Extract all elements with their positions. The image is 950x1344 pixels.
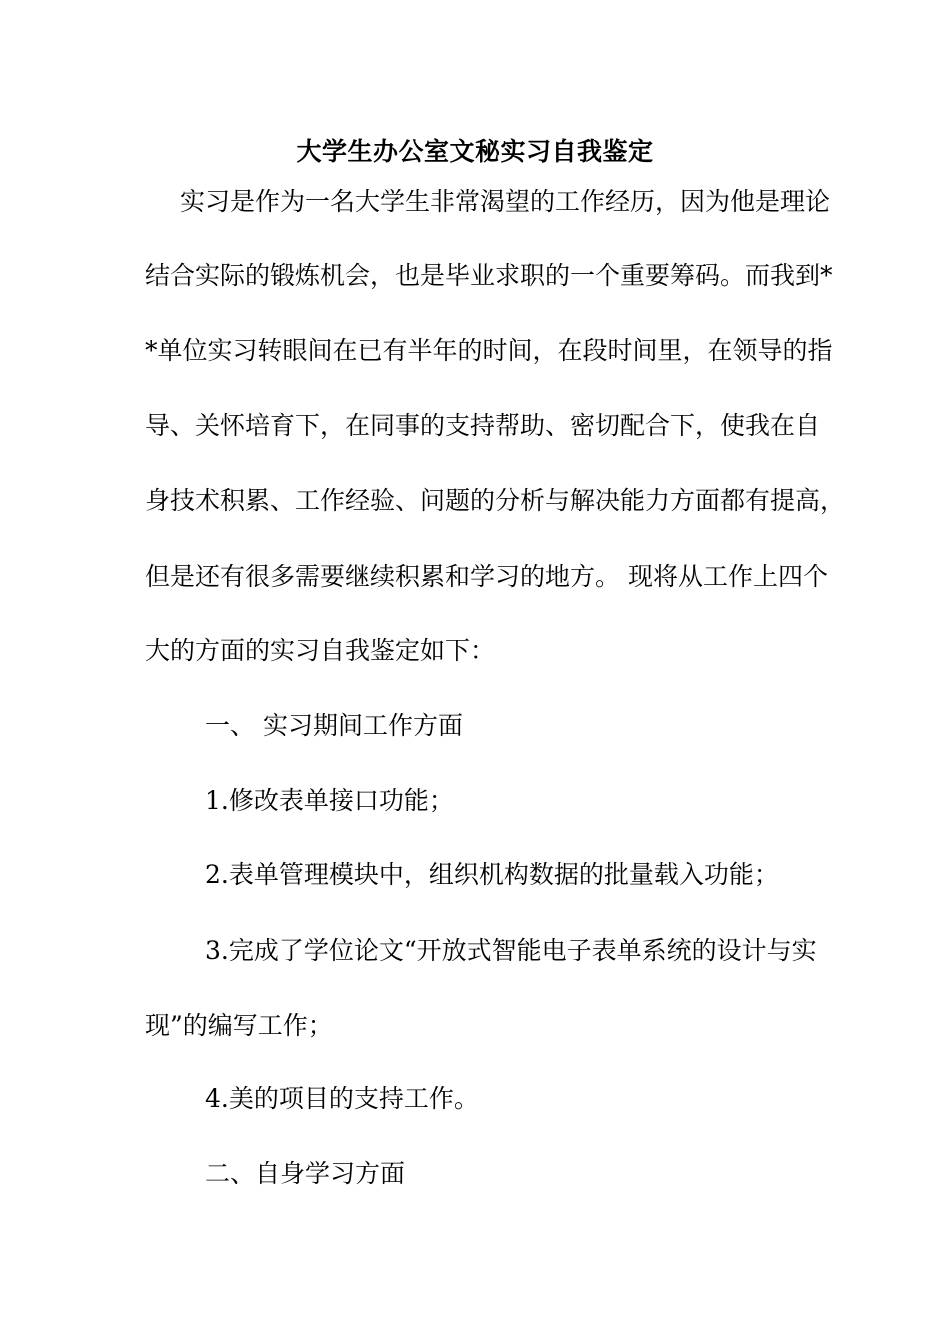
paragraph-line: 结合实际的锻炼机会，也是毕业求职的一个重要筹码。而我到* xyxy=(145,261,833,290)
paragraph-line: *单位实习转眼间在已有半年的时间，在段时间里，在领导的指 xyxy=(145,336,833,365)
paragraph-line: 身技术积累、工作经验、问题的分析与解决能力方面都有提高， xyxy=(145,486,846,515)
section-heading: 二、自身学习方面 xyxy=(205,1159,406,1188)
paragraph-line: 导、关怀培育下，在同事的支持帮助、密切配合下，使我在自 xyxy=(145,411,821,440)
section-heading: 一、 实习期间工作方面 xyxy=(205,711,463,740)
list-item-continuation: 现”的编写工作； xyxy=(145,1011,333,1040)
paragraph-line: 大的方面的实习自我鉴定如下： xyxy=(145,636,496,665)
document-title: 大学生办公室文秘实习自我鉴定 xyxy=(296,137,654,166)
paragraph-line: 但是还有很多需要继续积累和学习的地方。 现将从工作上四个 xyxy=(145,562,828,591)
paragraph-line: 实习是作为一名大学生非常渴望的工作经历，因为他是理论 xyxy=(180,187,831,216)
list-item: 2.表单管理模块中，组织机构数据的批量载入功能； xyxy=(205,860,779,889)
list-item: 4.美的项目的支持工作。 xyxy=(205,1084,479,1113)
list-item: 1.修改表单接口功能； xyxy=(205,786,454,815)
list-item: 3.完成了学位论文“开放式智能电子表单系统的设计与实 xyxy=(205,936,817,965)
